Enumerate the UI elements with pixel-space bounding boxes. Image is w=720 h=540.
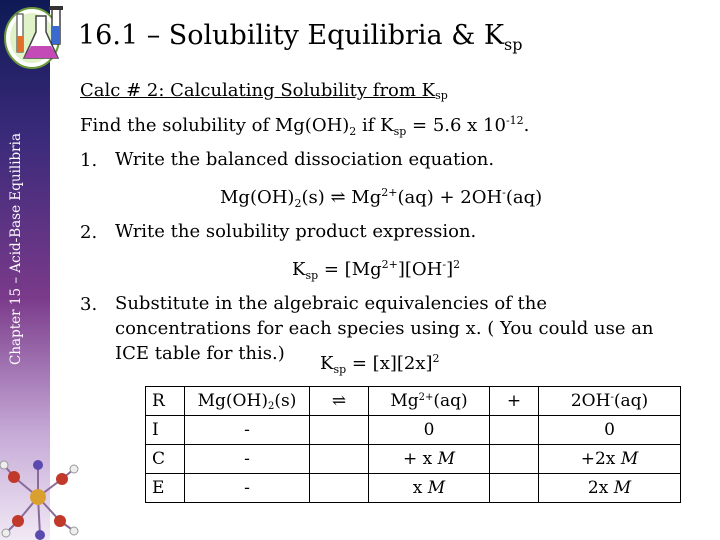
table-row (146, 445, 681, 474)
step-number: 1. (80, 150, 98, 171)
molecule-icon (0, 455, 80, 540)
product2-header: 2OH-(aq) (539, 387, 681, 416)
ksp-expression: $K_{sp} = [Mg^{2+}][OH^-]^2$ (292, 258, 461, 282)
step-text: Write the solubility product expression. (115, 221, 477, 242)
plus-cell (490, 416, 539, 445)
ice-table (145, 386, 681, 503)
plus-cell (490, 474, 539, 503)
page-title: 16.1 – Solubility Equilibria & $K_{sp}$ (78, 20, 523, 54)
table-row (146, 387, 681, 416)
step-text: Substitute in the algebraic equivalencies of the concentrations for each species using x. ( You could use an ICE table for this.) (115, 293, 654, 364)
step-number: 3. (80, 294, 98, 315)
product1-cell: 0 (369, 416, 490, 445)
plus-header: + (490, 387, 539, 416)
table-row (146, 474, 681, 503)
product1-cell: x M (369, 474, 490, 503)
arrow-cell (310, 474, 369, 503)
reactant-cell: - (185, 445, 310, 474)
reactant-header: $Mg(OH)_2(s)$ (185, 387, 310, 416)
plus-cell (490, 445, 539, 474)
step-text: Write the balanced dissociation equation. (115, 149, 495, 170)
reactant-cell: - (185, 416, 310, 445)
problem-statement: Find the solubility of $Mg(OH)_2$ if $K_{sp} = 5.6$ x $10^{-12}$. (80, 114, 530, 138)
arrow-cell (310, 416, 369, 445)
row-label: R (146, 387, 185, 416)
chapter-label: Chapter 15 – Acid-Base Equilibria (8, 133, 24, 365)
product2-cell: 0 (539, 416, 681, 445)
product2-cell: +2x M (539, 445, 681, 474)
product2-cell: 2x M (539, 474, 681, 503)
product1-cell: + x M (369, 445, 490, 474)
reactant-cell: - (185, 474, 310, 503)
row-label: E (146, 474, 185, 503)
product1-header: $Mg^{2+}(aq)$ (369, 387, 490, 416)
table-row (146, 416, 681, 445)
ksp-substituted: $K_{sp} = [x][2x]^2$ (320, 352, 440, 376)
step-number: 2. (80, 222, 98, 243)
row-label: I (146, 416, 185, 445)
dissociation-equation: $Mg(OH)_2(s)$ ⇌ $Mg^{2+}(aq) + 2OH^-(aq)$ (220, 186, 543, 210)
row-label: C (146, 445, 185, 474)
arrow-cell (310, 445, 369, 474)
section-subtitle: Calc # 2: Calculating Solubility from $K_{sp}$ (80, 80, 448, 102)
lab-glassware-icon (2, 2, 74, 72)
arrow-header: ⇌ (310, 387, 369, 416)
